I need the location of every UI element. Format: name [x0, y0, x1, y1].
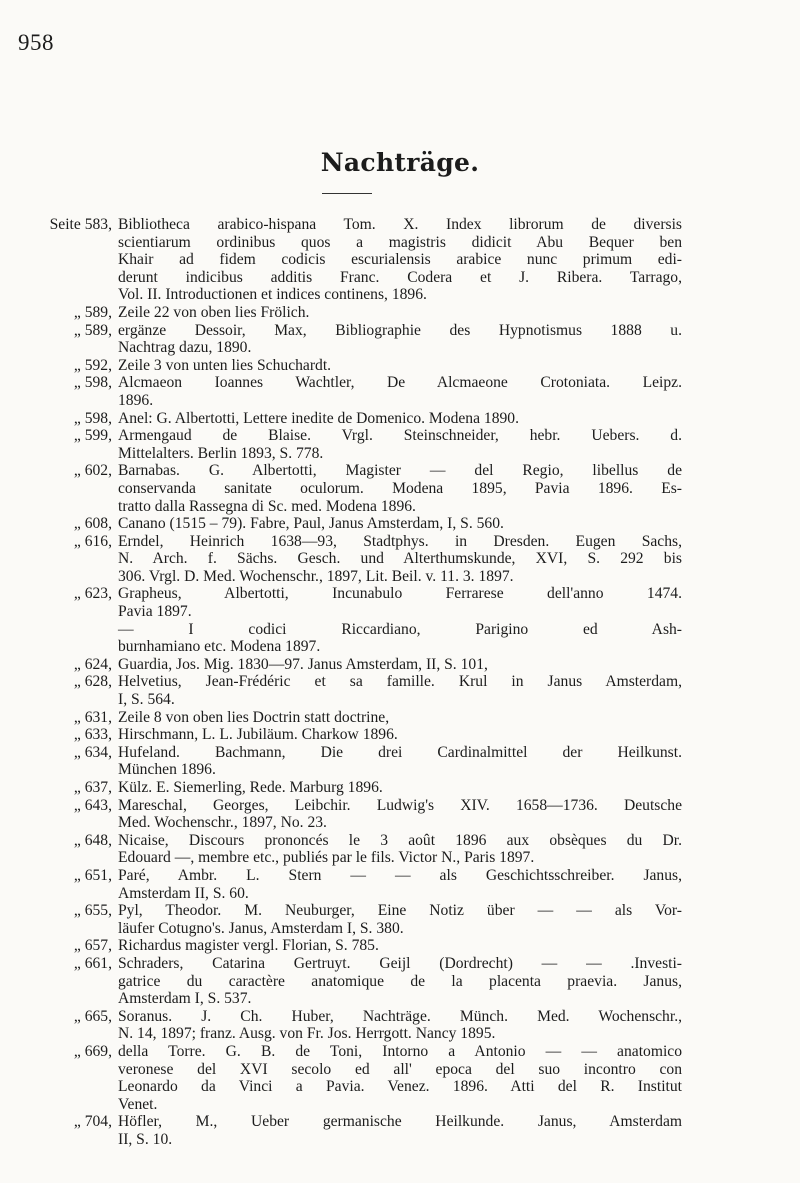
entry-text	[118, 867, 682, 902]
entry-prefix: „	[73, 831, 81, 849]
entry-text	[118, 709, 682, 727]
entry-reference	[0, 515, 112, 533]
entry-reference	[0, 797, 112, 815]
entry-line: Amsterdam I, S. 537.	[118, 990, 252, 1008]
entry-line: Mittelalters. Berlin 1893, S. 778.	[118, 444, 324, 462]
list-item	[0, 304, 800, 322]
entry-prefix: „	[73, 673, 81, 691]
entry-line: läufer Cotugno's. Janus, Amsterdam I, S. 380.	[118, 919, 404, 937]
entry-page-ref: 634,	[84, 743, 112, 761]
list-item	[0, 515, 800, 533]
entry-line: veronese del XVI secolo ed all' epoca del suo incontro con	[118, 1060, 682, 1078]
entry-text	[118, 1113, 682, 1148]
entry-line: burnhamiano etc. Modena 1897.	[118, 638, 321, 656]
entry-reference	[0, 726, 112, 744]
entry-page-ref: 648,	[84, 831, 112, 849]
entry-line: della Torre. G. B. de Toni, Intorno a Antonio — — anatomico	[118, 1042, 682, 1060]
entry-prefix: „	[73, 743, 81, 761]
entry-line: Bibliotheca arabico-hispana Tom. X. Index librorum de diversis	[118, 216, 682, 233]
entry-prefix: „	[73, 585, 81, 603]
entry-reference	[0, 216, 112, 234]
entry-reference	[0, 656, 112, 674]
entry-text	[118, 357, 682, 375]
entry-reference	[0, 374, 112, 392]
entry-text	[118, 374, 682, 409]
entry-line: Soranus. J. Ch. Huber, Nachträge. Münch. Med. Wochenschr.,	[118, 1007, 682, 1025]
entry-line: ergänze Dessoir, Max, Bibliographie des Hypnotismus 1888 u.	[118, 321, 682, 339]
entry-reference	[0, 955, 112, 973]
entry-page-ref: 623,	[84, 585, 112, 603]
entry-text	[118, 937, 682, 955]
list-item	[0, 533, 800, 586]
entry-line: Pyl, Theodor. M. Neuburger, Eine Notiz über — — als Vor-	[118, 902, 682, 920]
entry-line: Mareschal, Georges, Leibchir. Ludwig's XIV. 1658—1736. Deutsche	[118, 796, 682, 814]
list-item	[0, 709, 800, 727]
entry-reference	[0, 709, 112, 727]
title-rule	[322, 193, 372, 194]
entry-page-ref: 704,	[84, 1113, 112, 1131]
entry-prefix: „	[73, 1007, 81, 1025]
entry-line: N. Arch. f. Sächs. Gesch. und Alterthumskunde, XVI, S. 292 bis	[118, 550, 682, 568]
entry-page-ref: 602,	[84, 462, 112, 480]
list-item	[0, 797, 800, 832]
list-item	[0, 410, 800, 428]
entry-prefix: „	[73, 726, 81, 744]
entry-prefix: „	[73, 303, 81, 321]
entry-line: Khair ad fidem codicis escurialensis arabice nunc primum edi-	[118, 251, 682, 269]
entry-page-ref: 657,	[84, 937, 112, 955]
entry-prefix: „	[73, 779, 81, 796]
entry-line: 306. Vrgl. D. Med. Wochenschr., 1897, Lit. Beil. v. 11. 3. 1897.	[118, 567, 514, 585]
entry-text	[118, 533, 682, 586]
entry-text	[118, 656, 682, 674]
entry-page-ref: 589,	[84, 303, 112, 321]
list-item	[0, 867, 800, 902]
page-number: 958	[18, 30, 54, 55]
list-item	[0, 1043, 800, 1113]
entry-line: Leonardo da Vinci a Pavia. Venez. 1896. Atti del R. Institut	[118, 1078, 682, 1096]
entry-line: Hufeland. Bachmann, Die drei Cardinalmittel der Heilkunst.	[118, 743, 682, 761]
entry-page-ref: 633,	[84, 726, 112, 744]
entry-prefix: „	[73, 321, 81, 339]
entry-text	[118, 744, 682, 779]
entry-prefix: „	[73, 902, 81, 920]
entry-prefix: „	[73, 462, 81, 480]
entry-text	[118, 515, 682, 533]
entry-line: Richardus magister vergl. Florian, S. 785.	[118, 937, 379, 955]
entry-reference	[0, 1043, 112, 1061]
entry-text	[118, 1043, 682, 1113]
list-item	[0, 832, 800, 867]
entry-text	[118, 410, 682, 428]
entry-page-ref: 589,	[84, 321, 112, 339]
list-item	[0, 937, 800, 955]
entry-line: II, S. 10.	[118, 1130, 173, 1148]
list-item	[0, 1008, 800, 1043]
entry-line: Alcmaeon Ioannes Wachtler, De Alcmaeone Crotoniata. Leipz.	[118, 374, 682, 392]
page-title: Nachträge.	[320, 148, 480, 177]
entries-list	[0, 216, 800, 1148]
entry-text	[118, 216, 682, 304]
entry-page-ref: 669,	[84, 1042, 112, 1060]
entry-page-ref: 637,	[84, 779, 112, 796]
entry-line: Paré, Ambr. L. Stern — — als Geschichtsschreiber. Janus,	[118, 866, 682, 884]
entry-text	[118, 955, 682, 1008]
entry-line: Erndel, Heinrich 1638—93, Stadtphys. in Dresden. Eugen Sachs,	[118, 532, 682, 550]
entry-line: — I codici Riccardiano, Parigino ed Ash-	[118, 620, 682, 638]
entry-line: tratto dalla Rassegna di Sc. med. Modena 1896.	[118, 497, 416, 515]
entry-text	[118, 726, 682, 744]
entry-line: Zeile 8 von oben lies Doctrin statt doctrine,	[118, 708, 390, 726]
list-item	[0, 585, 800, 620]
list-item	[0, 374, 800, 409]
entry-text	[118, 304, 682, 322]
entry-prefix: „	[73, 427, 81, 445]
entry-prefix: „	[73, 708, 81, 726]
entry-text	[118, 322, 682, 357]
entry-prefix: Seite	[49, 216, 81, 233]
entry-prefix: „	[73, 954, 81, 972]
entry-page-ref: 583,	[84, 216, 112, 233]
entry-reference	[0, 410, 112, 428]
entry-line: I, S. 564.	[118, 691, 175, 709]
entry-text	[118, 585, 682, 620]
entry-line: Amsterdam II, S. 60.	[118, 884, 249, 902]
list-item	[0, 779, 800, 797]
entry-page-ref: 616,	[84, 532, 112, 550]
entry-line: Vol. II. Introductionen et indices continens, 1896.	[118, 286, 427, 304]
entry-text	[118, 621, 682, 656]
entry-page-ref: 624,	[84, 655, 112, 673]
entry-page-ref: 599,	[84, 427, 112, 445]
entry-line: gatrice du caractère anatomique de la placenta praevia. Janus,	[118, 972, 682, 990]
entry-page-ref: 598,	[84, 409, 112, 427]
entry-text	[118, 902, 682, 937]
entry-line: Külz. E. Siemerling, Rede. Marburg 1896.	[118, 779, 383, 796]
entry-line: Venet.	[118, 1095, 158, 1113]
entry-line: N. 14, 1897; franz. Ausg. von Fr. Jos. Herrgott. Nancy 1895.	[118, 1025, 496, 1043]
entry-line: Schraders, Catarina Gertruyt. Geijl (Dordrecht) — — .Investi-	[118, 954, 682, 972]
list-item	[0, 216, 800, 304]
entry-page-ref: 651,	[84, 866, 112, 884]
list-item	[0, 902, 800, 937]
entry-page-ref: 643,	[84, 796, 112, 814]
entry-text	[118, 427, 682, 462]
entry-reference	[0, 937, 112, 955]
entry-reference	[0, 462, 112, 480]
entry-prefix: „	[73, 866, 81, 884]
entry-page-ref: 661,	[84, 954, 112, 972]
entry-prefix: „	[73, 356, 81, 374]
entry-line: Anel: G. Albertotti, Lettere inedite de Domenico. Modena 1890.	[118, 409, 519, 427]
entry-line: conservanda sanitate oculorum. Modena 1895, Pavia 1896. Es-	[118, 479, 682, 497]
entry-page-ref: 655,	[84, 902, 112, 920]
entry-reference	[0, 585, 112, 603]
entry-prefix: „	[73, 515, 81, 533]
entry-reference	[0, 1113, 112, 1131]
list-item	[0, 726, 800, 744]
entry-line: Helvetius, Jean-Frédéric et sa famille. Krul in Janus Amsterdam,	[118, 673, 682, 691]
entry-prefix: „	[73, 655, 81, 673]
entry-line: Nachtrag dazu, 1890.	[118, 339, 252, 357]
entry-prefix: „	[73, 532, 81, 550]
entry-line: München 1896.	[118, 761, 216, 779]
entry-line: Hirschmann, L. L. Jubiläum. Charkow 1896.	[118, 726, 398, 744]
entry-reference	[0, 357, 112, 375]
entry-prefix: „	[73, 796, 81, 814]
entry-prefix: „	[73, 409, 81, 427]
list-item	[0, 462, 800, 515]
entry-page-ref: 592,	[84, 356, 112, 374]
entry-line: Zeile 3 von unten lies Schuchardt.	[118, 356, 332, 374]
entry-prefix: „	[73, 374, 81, 392]
list-item	[0, 621, 800, 656]
entry-prefix: „	[73, 1113, 81, 1131]
entry-page-ref: 631,	[84, 708, 112, 726]
entry-text	[118, 832, 682, 867]
list-item	[0, 322, 800, 357]
entry-reference	[0, 779, 112, 797]
entry-text	[118, 673, 682, 708]
entry-page-ref: 665,	[84, 1007, 112, 1025]
entry-reference	[0, 427, 112, 445]
entry-reference	[0, 533, 112, 551]
entry-reference	[0, 902, 112, 920]
entry-line: Armengaud de Blaise. Vrgl. Steinschneider, hebr. Uebers. d.	[118, 427, 682, 445]
entry-text	[118, 462, 682, 515]
entry-line: Med. Wochenschr., 1897, No. 23.	[118, 814, 327, 832]
entry-prefix: „	[73, 937, 81, 955]
entry-line: derunt indicibus additis Franc. Codera et J. Ribera. Tarrago,	[118, 268, 682, 286]
entry-line: Barnabas. G. Albertotti, Magister — del Regio, libellus de	[118, 462, 682, 480]
entry-reference	[0, 1008, 112, 1026]
list-item	[0, 427, 800, 462]
entry-text	[118, 779, 682, 797]
list-item	[0, 955, 800, 1008]
entry-line: Pavia 1897.	[118, 603, 192, 621]
entry-line: Zeile 22 von oben lies Frölich.	[118, 303, 310, 321]
entry-reference	[0, 673, 112, 691]
entry-reference	[0, 304, 112, 322]
entry-line: 1896.	[118, 391, 154, 409]
entry-text	[118, 1008, 682, 1043]
entry-reference	[0, 744, 112, 762]
entry-line: scientiarum ordinibus quos a magistris didicit Abu Bequer ben	[118, 233, 682, 251]
entry-line: Guardia, Jos. Mig. 1830—97. Janus Amsterdam, II, S. 101,	[118, 655, 488, 673]
entry-line: Edouard —, membre etc., publiés par le fils. Victor N., Paris 1897.	[118, 849, 535, 867]
list-item	[0, 656, 800, 674]
list-item	[0, 1113, 800, 1148]
entry-line: Canano (1515 – 79). Fabre, Paul, Janus Amsterdam, I, S. 560.	[118, 515, 504, 533]
entry-line: Grapheus, Albertotti, Incunabulo Ferrarese dell'anno 1474.	[118, 585, 682, 603]
list-item	[0, 673, 800, 708]
entry-prefix: „	[73, 1042, 81, 1060]
list-item	[0, 357, 800, 375]
entry-page-ref: 598,	[84, 374, 112, 392]
entry-reference	[0, 322, 112, 340]
entry-page-ref: 628,	[84, 673, 112, 691]
entry-line: Nicaise, Discours prononcés le 3 août 1896 aux obsèques du Dr.	[118, 831, 682, 849]
entry-reference	[0, 867, 112, 885]
list-item	[0, 744, 800, 779]
entry-text	[118, 797, 682, 832]
entry-reference	[0, 832, 112, 850]
entry-line: Höfler, M., Ueber germanische Heilkunde. Janus, Amsterdam	[118, 1113, 682, 1131]
entry-page-ref: 608,	[84, 515, 112, 533]
